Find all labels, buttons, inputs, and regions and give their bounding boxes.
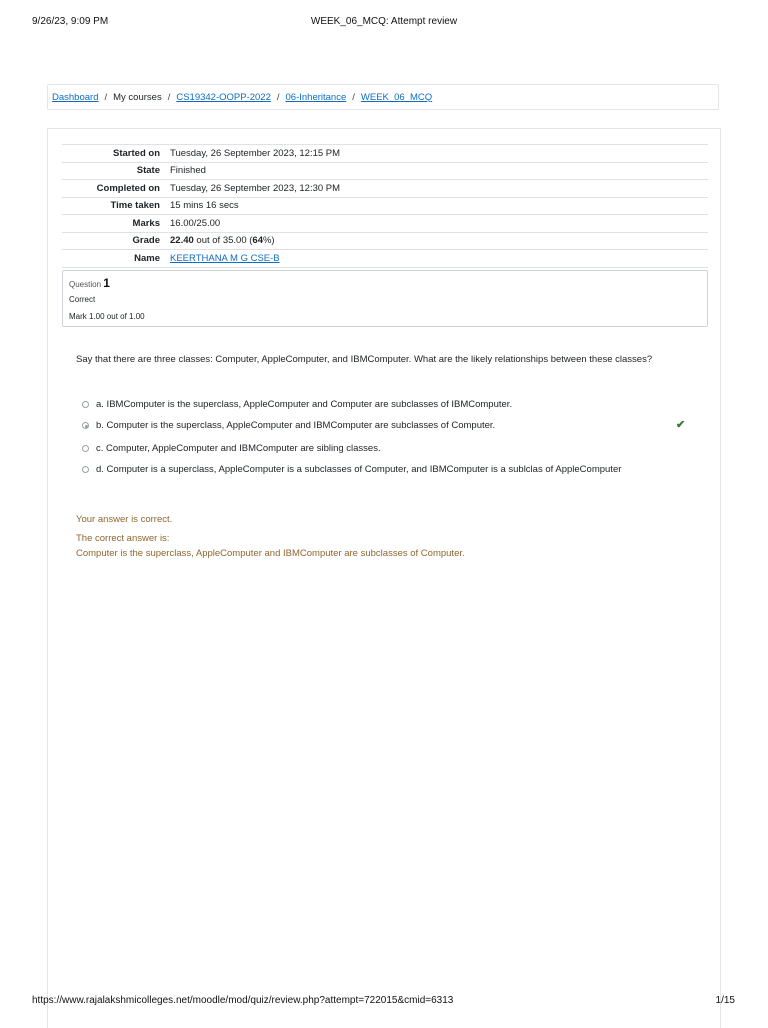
summary-label: Marks — [132, 217, 160, 229]
answer-label: a. IBMComputer is the superclass, AppleComputer and Computer are subclasses of IBMComputer. — [96, 399, 513, 410]
radio-button[interactable] — [82, 401, 89, 408]
breadcrumb — [47, 84, 719, 110]
grade-value — [170, 232, 708, 250]
question-prefix: Question — [69, 280, 102, 289]
grade-score: 22.40 — [170, 235, 194, 247]
summary-value: Tuesday, 26 September 2023, 12:30 PM — [170, 182, 341, 194]
breadcrumb-course-link[interactable]: CS19342-OOPP-2022 — [176, 91, 271, 103]
question-info-box — [62, 270, 708, 327]
question-number-value: 1 — [103, 276, 110, 290]
breadcrumb-separator: / — [276, 91, 280, 103]
answer-option-c[interactable] — [82, 443, 381, 454]
grade-out-of: out of 35.00 ( — [193, 235, 253, 247]
question-state: Correct — [69, 295, 96, 304]
grade-percent: 64 — [252, 235, 263, 247]
table-row — [62, 250, 708, 268]
summary-value: 15 mins 16 secs — [170, 200, 239, 212]
summary-label: Grade — [132, 235, 160, 247]
summary-label: Completed on — [96, 182, 160, 194]
breadcrumb-section-link[interactable]: 06-Inheritance — [285, 91, 347, 103]
summary-value: Tuesday, 26 September 2023, 12:15 PM — [170, 147, 341, 159]
summary-value: 16.00/25.00 — [170, 217, 221, 229]
breadcrumb-separator: / — [352, 91, 355, 103]
question-grade: Mark 1.00 out of 1.00 — [69, 312, 145, 321]
print-page-number: 1/15 — [715, 995, 735, 1006]
answer-option-b[interactable] — [82, 420, 495, 431]
feedback-result: Your answer is correct. — [76, 514, 173, 525]
breadcrumb-quiz-link[interactable]: WEEK_06_MCQ — [360, 91, 433, 103]
table-row — [62, 145, 708, 163]
answer-label: d. Computer is a superclass, AppleComputer is a subclasses of Computer, and IBMComputer is a sublclas of AppleComputer — [96, 464, 622, 475]
question-text: Say that there are three classes: Computer, AppleComputer, and IBMComputer. What are the likely relationships between these classes? — [76, 354, 653, 365]
print-header — [0, 16, 768, 30]
student-name-link[interactable]: KEERTHANA M G CSE-B — [170, 252, 280, 264]
print-date: 9/26/23, 9:09 PM — [32, 16, 109, 27]
breadcrumb-my-courses: My courses — [113, 91, 162, 103]
feedback-correct-label: The correct answer is: — [76, 533, 170, 544]
feedback-correct-answer: Computer is the superclass, AppleComputer and IBMComputer are subclasses of Computer. — [76, 548, 465, 559]
question-number — [69, 276, 110, 290]
breadcrumb-separator: / — [104, 91, 108, 103]
radio-button[interactable] — [82, 445, 89, 452]
radio-button-selected[interactable] — [82, 422, 89, 429]
summary-label: State — [136, 165, 160, 177]
breadcrumb-dashboard-link[interactable]: Dashboard — [52, 91, 99, 103]
breadcrumb-separator: / — [167, 91, 171, 103]
answer-label: c. Computer, AppleComputer and IBMComputer are sibling classes. — [96, 443, 381, 454]
table-row — [62, 162, 708, 180]
print-footer — [0, 995, 768, 1009]
print-url: https://www.rajalakshmicolleges.net/moodle/mod/quiz/review.php?attempt=722015&cmid=6313 — [32, 995, 454, 1006]
answer-option-d[interactable] — [82, 464, 621, 475]
summary-value — [170, 250, 708, 268]
check-icon: ✔ — [676, 419, 686, 431]
attempt-summary-table — [62, 144, 708, 268]
summary-label: Name — [134, 252, 160, 264]
answer-label: b. Computer is the superclass, AppleComputer and IBMComputer are subclasses of Computer. — [96, 420, 496, 431]
answer-option-a[interactable] — [82, 399, 512, 410]
radio-button[interactable] — [82, 466, 89, 473]
print-title: WEEK_06_MCQ: Attempt review — [310, 16, 458, 27]
grade-percent-close: %) — [262, 235, 275, 247]
table-row — [62, 197, 708, 215]
summary-label: Started on — [113, 147, 160, 159]
table-row — [62, 232, 708, 250]
summary-label: Time taken — [110, 200, 160, 212]
table-row — [62, 180, 708, 198]
summary-value: Finished — [170, 165, 206, 177]
table-row — [62, 215, 708, 233]
